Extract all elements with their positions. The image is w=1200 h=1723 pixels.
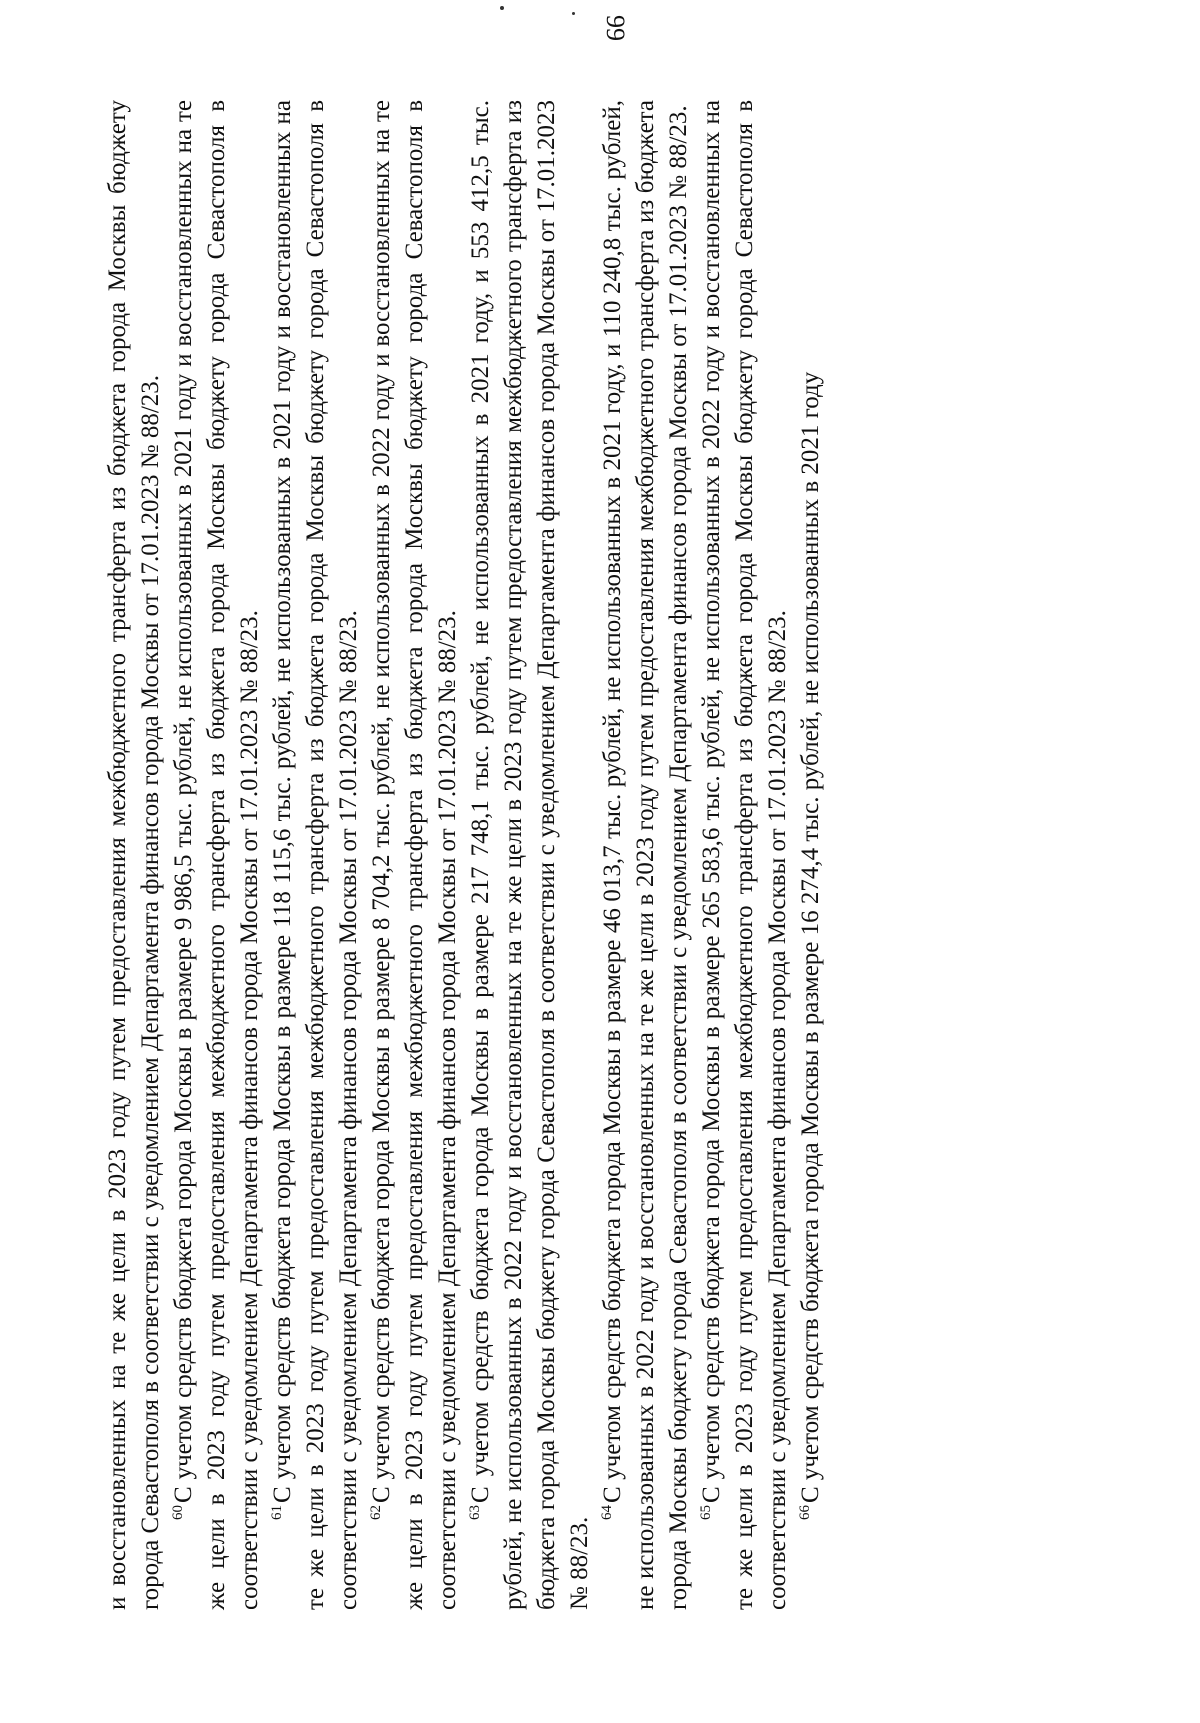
footnote-66 xyxy=(794,100,827,1610)
footnote-marker: 63 xyxy=(466,1505,483,1520)
footnote-63 xyxy=(464,100,596,1610)
page-number: 99 xyxy=(601,15,630,41)
footnote-marker: 60 xyxy=(169,1505,186,1520)
footnote-continuation xyxy=(101,100,167,1610)
footnote-marker: 65 xyxy=(697,1505,714,1520)
footnote-text: С учетом средств бюджета города Москвы в размере 8 704,2 тыс. рублей, не использованных в 2022 году и восстановленных на те же цели в 2023 году путем предоставления межбюджетного трансферта из бюджета города Москвы бюджету города Севастополя в соответствии с уведомлением Департамента финансов города Москвы от 17.01.2023 № 88/23. xyxy=(368,100,461,1610)
footnotes-body xyxy=(95,90,1105,1620)
footnote-marker: 62 xyxy=(367,1505,384,1520)
scan-speck xyxy=(500,6,504,10)
footnote-text: С учетом средств бюджета города Москвы в размере 265 583,6 тыс. рублей, не использованных в 2022 году и восстановленных на те же цели в 2023 году путем предоставления межбюджетного трансферта из бюджета города Москвы бюджету города Севастополя в соответствии с уведомлением Департамента финансов города Москвы от 17.01.2023 № 88/23. xyxy=(698,100,791,1610)
footnote-62 xyxy=(365,100,464,1610)
footnote-65 xyxy=(695,100,794,1610)
footnote-text: С учетом средств бюджета города Москвы в размере 118 115,6 тыс. рублей, не использованных в 2021 году и восстановленных на те же цели в 2023 году путем предоставления межбюджетного трансферта из бюджета города Москвы бюджету города Севастополя в соответствии с уведомлением Департамента финансов города Москвы от 17.01.2023 № 88/23. xyxy=(269,100,362,1610)
footnote-marker: 66 xyxy=(796,1505,813,1520)
footnote-64 xyxy=(596,100,695,1610)
footnote-text: С учетом средств бюджета города Москвы в размере 217 748,1 тыс. рублей, не использованных в 2021 году, и 553 412,5 тыс. рублей, не использованных в 2022 году и восстановленных на те же цели в 2023 году путем предоставления межбюджетного трансферта из бюджета города Москвы бюджету города Севастополя в соответствии с уведомлением Департамента финансов города Москвы от 17.01.2023 № 88/23. xyxy=(467,100,593,1610)
footnote-text: и восстановленных на те же цели в 2023 году путем предоставления межбюджетного трансферта из бюджета города Москвы бюджету города Севастополя в соответствии с уведомлением Департамента финансов города Москвы от 17.01.2023 № 88/23. xyxy=(104,100,164,1610)
footnote-text: С учетом средств бюджета города Москвы в размере 16 274,4 тыс. рублей, не использованных в 2021 году xyxy=(797,371,824,1503)
scan-speck xyxy=(572,12,575,15)
rotated-content xyxy=(95,90,1105,1620)
footnote-61 xyxy=(266,100,365,1610)
footnote-text: С учетом средств бюджета города Москвы в размере 9 986,5 тыс. рублей, не использованных в 2021 году и восстановленных на те же цели в 2023 году путем предоставления межбюджетного трансферта из бюджета города Москвы бюджету города Севастополя в соответствии с уведомлением Департамента финансов города Москвы от 17.01.2023 № 88/23. xyxy=(170,100,263,1610)
footnote-marker: 61 xyxy=(268,1505,285,1520)
footnote-marker: 64 xyxy=(598,1505,615,1520)
footnote-text: С учетом средств бюджета города Москвы в размере 46 013,7 тыс. рублей, не использованных в 2021 году, и 110 240,8 тыс. рублей, не использованных в 2022 году и восстановленных на те же цели в 2023 году путем предоставления межбюджетного трансферта из бюджета города Москвы бюджету города Севастополя в соответствии с уведомлением Департамента финансов города Москвы от 17.01.2023 № 88/23. xyxy=(599,100,692,1610)
footnote-60 xyxy=(167,100,266,1610)
